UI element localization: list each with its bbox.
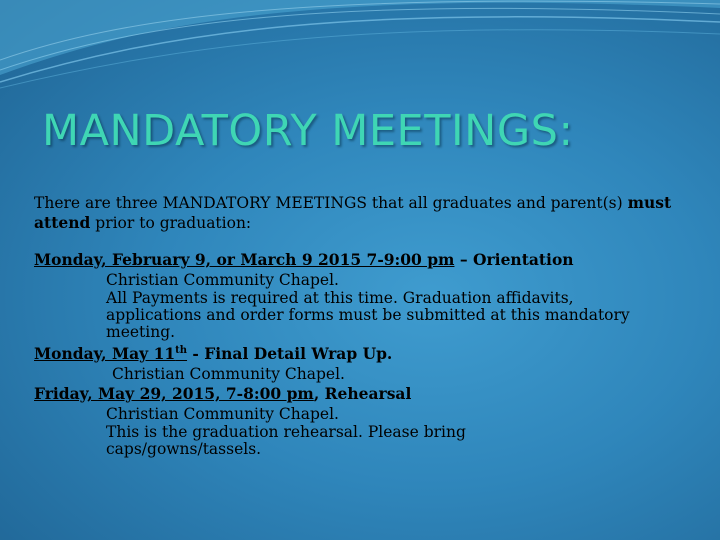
meeting-2-date: Monday, May 11th [34,344,188,364]
meeting-1-location: Christian Community Chapel. [106,271,339,289]
meeting-3-location: Christian Community Chapel. [106,405,339,424]
meeting-2-heading: Monday, May 11th - Final Detail Wrap Up. [34,344,393,364]
emphasis-text: must attend [34,193,672,232]
meeting-2-location: Christian Community Chapel. [112,365,345,384]
meeting-1-note: All Payments is required at this time. Graduation affidavits, applications and order forms must be submitted at this mandatory meeting. [106,289,630,341]
meeting-1-heading: Monday, February 9, or March 9 2015 7-9:00 pm – Orientation [34,250,574,269]
meeting-3-heading: Friday, May 29, 2015, 7-8:00 pm, Rehearsal [34,384,412,404]
meeting-3-date: Friday, May 29, 2015, 7-8:00 pm [34,384,314,404]
meeting-3-note: This is the graduation rehearsal. Please bring caps/gowns/tassels. [106,423,466,459]
meeting-1-date: Monday, February 9, or March 9 2015 7-9:00 pm [34,250,455,269]
slide-title: MANDATORY MEETINGS: [42,106,574,156]
decorative-waves [0,0,720,90]
intro-text: There are three MANDATORY MEETINGS that all graduates and parent(s) must attend prior to graduation: [34,193,672,232]
slide-body [34,193,694,458]
